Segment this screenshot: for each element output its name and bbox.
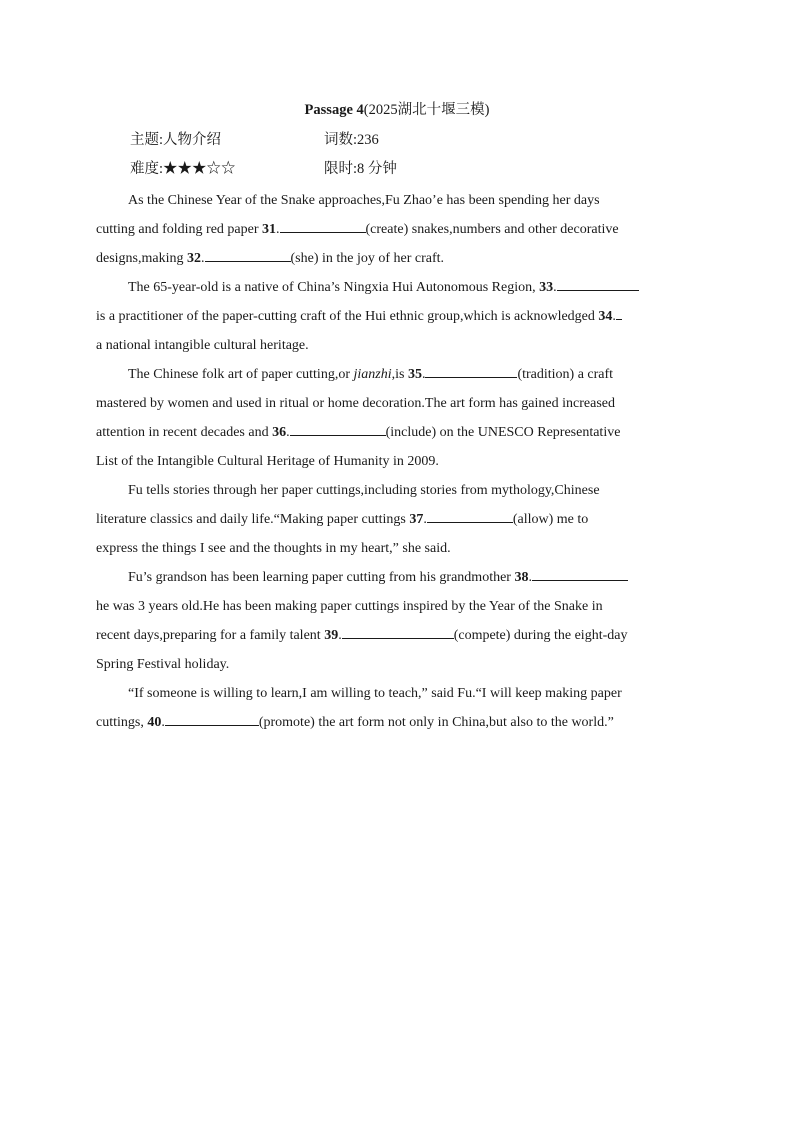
question-number-34: 34 (598, 309, 613, 324)
answer-blank-40[interactable] (165, 711, 259, 726)
passage-line: Fu’s grandson has been learning paper cutting from his grandmother 38. (96, 563, 696, 592)
question-number-36: 36 (272, 425, 287, 440)
question-hint-40: (promote) the art form not only in China,but also to the world.” (258, 715, 614, 730)
answer-blank-32[interactable] (205, 247, 291, 262)
passage-title-bold: Passage 4 (304, 102, 364, 118)
question-number-39: 39 (324, 628, 339, 643)
passage-line: The 65-year-old is a native of China’s Ningxia Hui Autonomous Region, 33. (96, 273, 696, 302)
passage-line: List of the Intangible Cultural Heritage of Humanity in 2009. (96, 454, 439, 469)
passage-text: recent days,preparing for a family talent (96, 628, 325, 643)
answer-blank-36[interactable] (290, 421, 386, 436)
question-hint-31: (create) snakes,numbers and other decorative (365, 222, 619, 237)
passage-line: mastered by women and used in ritual or home decoration.The art form has gained increased (96, 396, 615, 411)
passage-line: is a practitioner of the paper-cutting craft of the Hui ethnic group,which is acknowledged 34. (96, 302, 696, 331)
question-number-31: 31 (262, 222, 277, 237)
passage-text: Fu’s grandson has been learning paper cutting from his grandmother (128, 570, 515, 585)
passage-line: cuttings, 40. (promote) the art form not only in China,but also to the world.” (96, 708, 696, 737)
question-hint-37: (allow) me to (512, 512, 589, 527)
answer-blank-37[interactable] (427, 508, 513, 523)
passage-text: cuttings, (96, 715, 148, 730)
passage-line: attention in recent decades and 36. (include) on the UNESCO Representative (96, 418, 696, 447)
passage-body (96, 186, 696, 737)
answer-blank-31[interactable] (280, 218, 366, 233)
difficulty-label: 难度:★★★☆☆ (130, 161, 236, 177)
answer-blank-35[interactable] (425, 363, 517, 378)
passage-line: express the things I see and the thoughts in my heart,” she said. (96, 541, 451, 556)
passage-line: designs,making 32. (she) in the joy of her craft. (96, 244, 696, 273)
question-hint-39: (compete) during the eight-day (453, 628, 628, 643)
passage-line: recent days,preparing for a family talent 39. (compete) during the eight-day (96, 621, 696, 650)
passage-title-source: (2025湖北十堰三模) (363, 102, 490, 118)
question-number-38: 38 (514, 570, 529, 585)
word-count-label: 词数:236 (324, 132, 379, 148)
passage-text: designs,making (96, 251, 187, 266)
question-number-33: 33 (539, 280, 554, 295)
passage-text: ,is (391, 367, 408, 382)
question-number-32: 32 (187, 251, 201, 266)
answer-blank-38[interactable] (532, 566, 628, 581)
question-hint-35: (tradition) a craft (517, 367, 614, 382)
passage-text: The Chinese folk art of paper cutting,or (128, 367, 354, 382)
question-number-35: 35 (407, 367, 422, 382)
passage-line: Fu tells stories through her paper cuttings,including stories from mythology,Chinese (128, 483, 600, 498)
passage-line: a national intangible cultural heritage. (96, 338, 309, 353)
question-number-37: 37 (409, 512, 424, 527)
passage-text: is a practitioner of the paper-cutting craft of the Hui ethnic group,which is acknowledged (96, 309, 599, 324)
question-hint-36: (include) on the UNESCO Representative (385, 425, 621, 440)
passage-text: The 65-year-old is a native of China’s Ningxia Hui Autonomous Region, (128, 280, 540, 295)
answer-blank-33[interactable] (557, 276, 639, 291)
question-hint-32: (she) in the joy of her craft. (290, 251, 445, 266)
time-limit-label: 限时:8 分钟 (324, 161, 397, 177)
passage-line: cutting and folding red paper 31. (create) snakes,numbers and other decorative (96, 215, 696, 244)
answer-blank-34[interactable] (616, 305, 622, 320)
answer-blank-39[interactable] (342, 624, 454, 639)
passage-text: attention in recent decades and (96, 425, 273, 440)
question-number-40: 40 (147, 715, 162, 730)
jianzhi-term: jianzhi (353, 367, 392, 382)
passage-text: literature classics and daily life.“Making paper cuttings (96, 512, 410, 527)
passage-line: literature classics and daily life.“Making paper cuttings 37. (allow) me to (96, 505, 696, 534)
topic-label: 主题:人物介绍 (130, 132, 222, 148)
passage-line: he was 3 years old.He has been making paper cuttings inspired by the Year of the Snake in (96, 599, 603, 614)
passage-line: Spring Festival holiday. (96, 657, 230, 672)
passage-line: “If someone is willing to learn,I am willing to teach,” said Fu.“I will keep making paper (128, 686, 622, 701)
passage-line: As the Chinese Year of the Snake approaches,Fu Zhao’e has been spending her days (128, 193, 600, 208)
passage-text: cutting and folding red paper (96, 222, 263, 237)
passage-line: The Chinese folk art of paper cutting,or jianzhi,is 35. (tradition) a craft (96, 360, 696, 389)
passage-title (0, 100, 794, 120)
